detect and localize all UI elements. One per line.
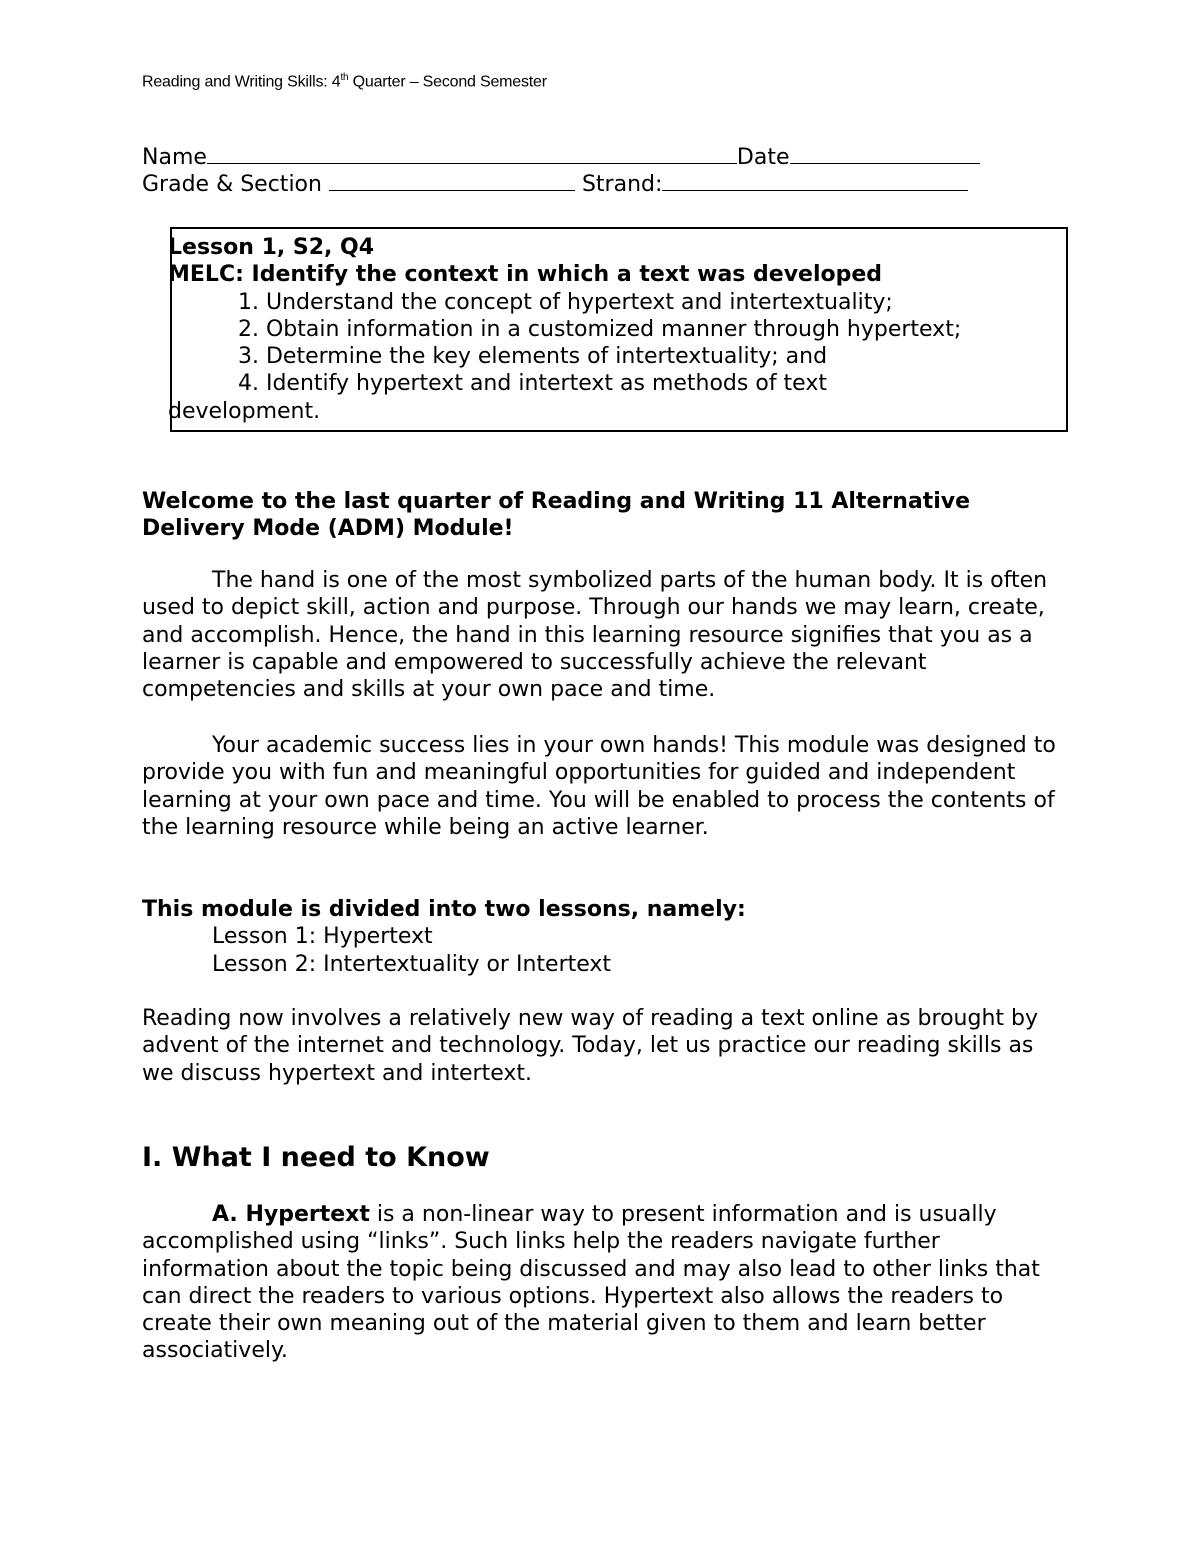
objective-4-wrap: development. — [168, 398, 321, 424]
hypertext-term: A. Hypertext — [212, 1202, 370, 1227]
grade-label: Grade & Section — [142, 172, 322, 197]
name-date-row — [142, 143, 980, 171]
lesson-item-1: Lesson 1: Hypertext — [212, 924, 433, 950]
melc-title: MELC: Identify the context in which a text was developed — [168, 262, 883, 288]
date-blank[interactable] — [790, 143, 980, 164]
objective-2: 2. Obtain information in a customized manner through hypertext; — [238, 316, 962, 342]
objective-3: 3. Determine the key elements of intertextuality; and — [238, 344, 828, 370]
running-header — [142, 72, 547, 91]
lessons-intro: This module is divided into two lessons, namely: — [142, 897, 746, 922]
welcome-paragraph-1: The hand is one of the most symbolized parts of the human body. It is often used to depict skill, action and purpose. Through our hands we may learn, create, and accomplish. Hence, the hand in this learning resource signifies that you as a learner is capable and empowered to successfully achieve the relevant competencies and skills at your own pace and time. — [142, 568, 1048, 703]
running-header-main: Reading and Writing Skills: 4 — [142, 73, 341, 91]
running-header-rest: Quarter – Second Semester — [348, 73, 547, 91]
grade-blank[interactable] — [329, 170, 575, 191]
running-header-sup: th — [340, 72, 349, 83]
section-heading: I. What I need to Know — [142, 1142, 490, 1173]
objective-4: 4. Identify hypertext and intertext as methods of text — [238, 371, 827, 397]
lesson-item-2: Lesson 2: Intertextuality or Intertext — [212, 951, 612, 977]
strand-blank[interactable] — [662, 170, 968, 191]
lesson-label: Lesson 1, S2, Q4 — [168, 235, 375, 260]
reading-paragraph: Reading now involves a relatively new way of reading a text online as brought by advent of the internet and technology. Today, let us practice our reading skills as we discuss hypertext and intertext. — [142, 1006, 1038, 1086]
name-label: Name — [142, 145, 207, 170]
welcome-title: Welcome to the last quarter of Reading and Writing 11 Alternative Delivery Mode (ADM) Module! — [142, 489, 971, 542]
hypertext-definition: is a non-linear way to present information and is usually accomplished using “links”. Such links help the readers navigate further information about the topic being discussed and may also lead to other links that can direct the readers to various options. Hypertext also allows the readers to create their own meaning out of the material given to them and learn better associatively. — [142, 1202, 1040, 1364]
melc-content — [168, 234, 1068, 425]
hypertext-paragraph — [142, 1201, 1062, 1365]
welcome-paragraph-2: Your academic success lies in your own hands! This module was designed to provide you with fun and meaningful opportunities for guided and independent learning at your own pace and time. You will be enabled to process the contents of the learning resource while being an active learner. — [142, 733, 1056, 840]
objective-1: 1. Understand the concept of hypertext and intertextuality; — [238, 289, 893, 315]
grade-strand-row — [142, 170, 968, 198]
date-label: Date — [736, 145, 790, 170]
name-blank[interactable] — [207, 143, 737, 164]
lessons-block — [142, 896, 1062, 978]
strand-label: Strand: — [581, 172, 663, 197]
